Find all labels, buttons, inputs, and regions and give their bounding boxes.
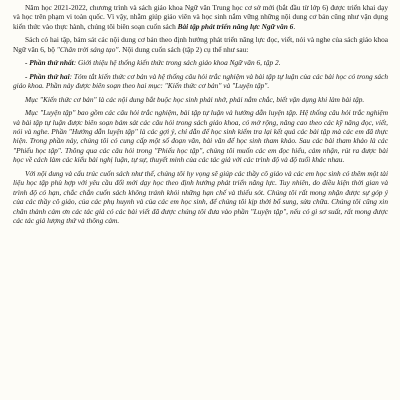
paragraph-basic-knowledge: Mục "Kiến thức cơ bản" là các nội dung bắt buộc học sinh phải nhớ, phải nắm chắc, biết vận dụng khi làm bài tập.: [25, 94, 365, 104]
series-name: "Chân trời sáng tạo": [56, 44, 119, 54]
paragraph-closing: Với nội dung và cấu trúc cuốn sách như thế, chúng tôi hy vọng sẽ giúp các thầy cô giáo và các em học sinh có thêm một tài liệu học tập phù hợp với yêu cầu đổi mới dạy học theo định hướng phát triển năng lực. Tuy nhiên, do điều kiện thời gian và trình độ có hạn, chắc chắn cuốn sách không tránh khỏi những hạn chế và thiếu sót. Chúng tôi rất mong nhận được sự góp ý của các thầy cô giáo, của các phụ huynh và của các em học sinh, để chúng tôi kịp thời bổ sung, sửa chữa. Chúng tôi cũng xin chân thành cảm ơn các tác giả có các bài viết đã được chúng tôi đưa vào phần "Luyện tập", nếu có gì sơ suất, rất mong được các tác giả lượng thứ và thông cảm.: [13, 168, 388, 226]
intro-end: .: [293, 21, 296, 31]
paragraph-part-two: [13, 72, 388, 91]
part-two-label: - Phần thứ hai: [25, 71, 70, 81]
intro-text: Năm học 2021-2022, chương trình và sách giáo khoa Ngữ văn Trung học cơ sở mới (bắt đầu từ lớp 6) được triển khai dạy và học trên phạm vi toàn quốc. Vì vậy, nhằm giúp giáo viên và học sinh nắm vững những nội dung cơ bản cũng như vận dụng kiến thức vào thực hành, chúng tôi biên soạn cuốn sách: [13, 3, 388, 31]
structure-text: Sách có hai tập, bám sát các nội dung cơ bản theo định hướng phát triển năng lực đọc, viết, nói và nghe của sách giáo khoa Ngữ văn 6, bộ: [13, 35, 388, 54]
part-two-text: : Tóm tắt kiến thức cơ bản và hệ thống câu hỏi trắc nghiệm và bài tập tự luận của các bài học có trong sách giáo khoa. Phần này được biên soạn theo hai mục: "Kiến thức cơ bản" và "Luyện tập".: [13, 71, 388, 91]
paragraph-intro: [13, 3, 388, 31]
book-title: Bài tập phát triển năng lực Ngữ văn 6: [177, 21, 294, 31]
structure-end: . Nội dung cuốn sách (tập 2) cụ thể như sau:: [118, 44, 249, 54]
paragraph-part-one: [13, 58, 388, 67]
part-one-text: : Giới thiệu hệ thống kiến thức trong sách giáo khoa Ngữ văn 6, tập 2.: [73, 58, 281, 68]
paragraph-structure: [13, 35, 388, 54]
paragraph-practice: Mục "Luyện tập" bao gồm các câu hỏi trắc nghiệm, bài tập tự luận và hướng dẫn luyện tập. Hệ thống câu hỏi trắc nghiệm và bài tập tự luận được biên soạn bám sát các câu hỏi trong sách giáo khoa, có mở rộng, nâng cao theo các kỹ năng đọc, viết, nói và nghe. Phần "Hướng dẫn luyện tập" là các gợi ý, chỉ dẫn để học sinh kiểm tra lại kết quả các bài tập mà các em đã thực hiện. Trong phần này, chúng tôi có cung cấp một số đoạn văn, bài văn để học sinh tham khảo. Sau các bài tham khảo là các "Phiếu học tập". Thông qua các câu hỏi trong "Phiếu học tập", chúng tôi muốn các em đọc hiểu, cảm nhận, rút ra được bài học về cách làm các kiểu bài nghị luận, tự sự, thuyết minh của các tác giả với các trình độ và độ tuổi khác nhau.: [13, 108, 388, 165]
part-one-label: - Phần thứ nhất: [25, 58, 74, 68]
